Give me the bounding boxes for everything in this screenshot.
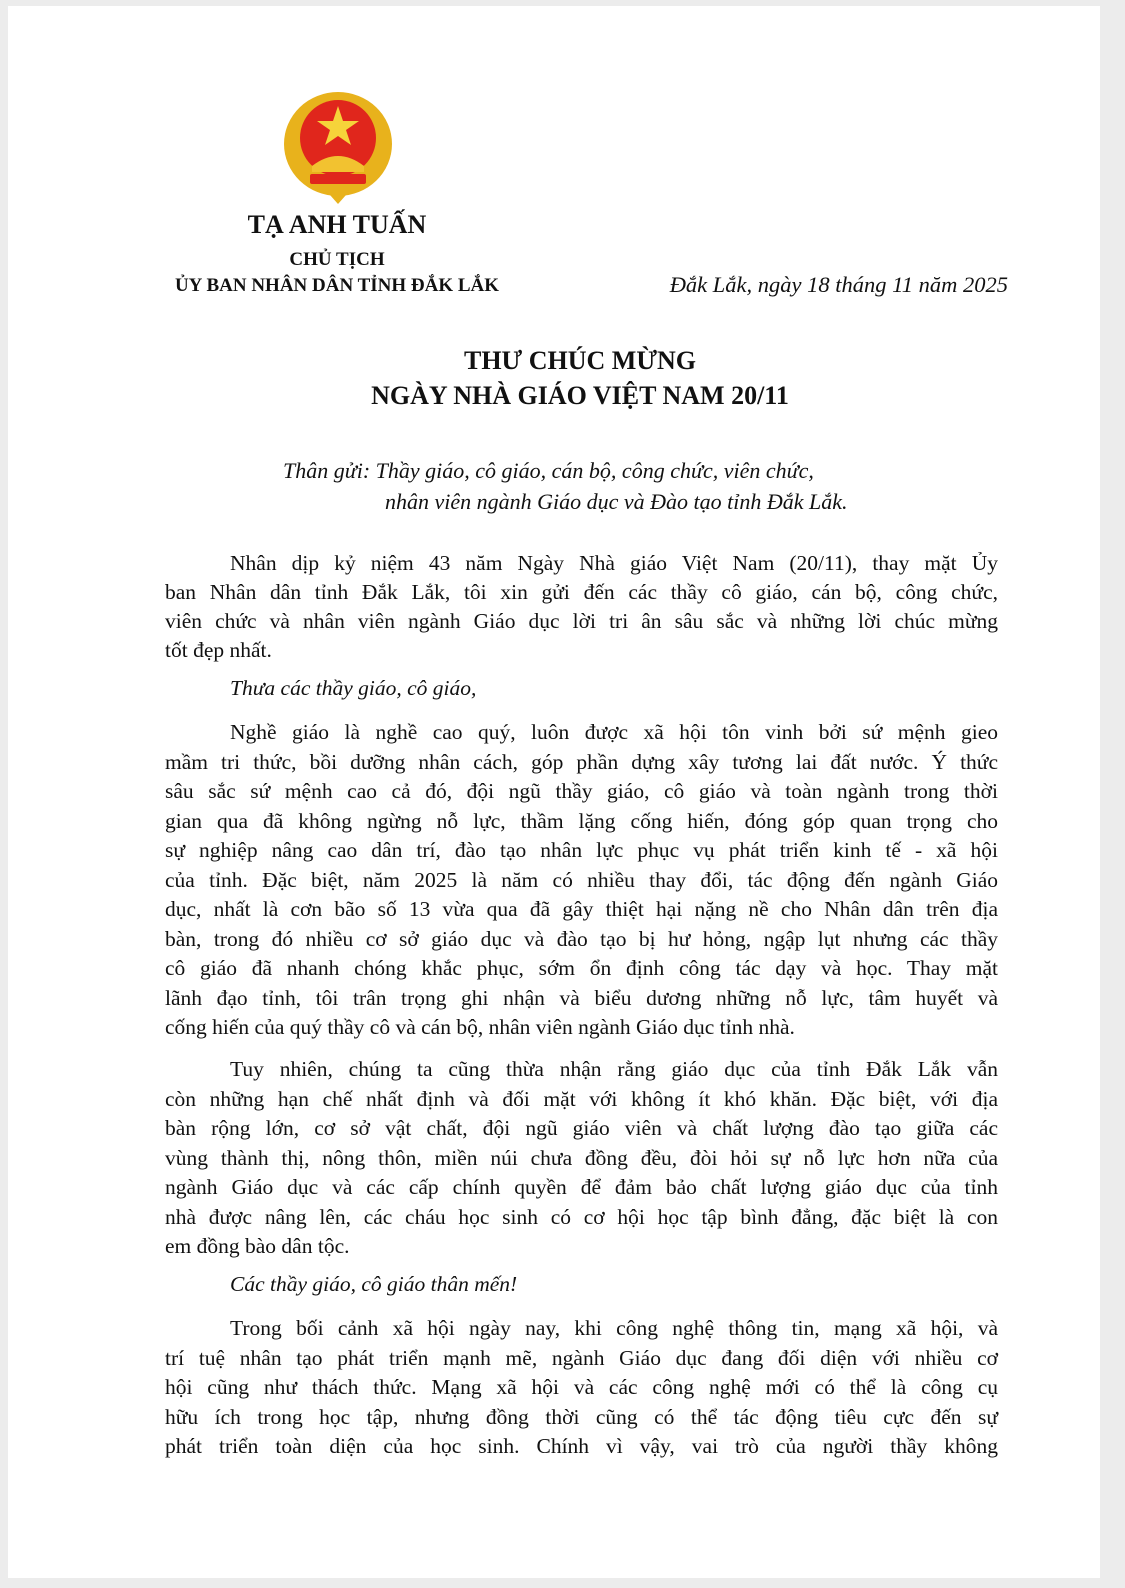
recipient-line-1: Thân gửi: Thầy giáo, cô giáo, cán bộ, công chức, viên chức, (283, 458, 814, 483)
salutation: Các thầy giáo, cô giáo thân mến! (230, 1272, 518, 1296)
text-line: tốt đẹp nhất. (165, 638, 272, 662)
signer-position: CHỦ TỊCH (289, 249, 385, 270)
text-line: dục, nhất là cơn bão số 13 vừa qua đã gây thiệt hại nặng nề cho Nhân dân trên địa (165, 897, 998, 921)
text-line: cống hiến của quý thầy cô và cán bộ, nhân viên ngành Giáo dục tỉnh nhà. (165, 1015, 795, 1039)
signer-name: TẠ ANH TUẤN (247, 210, 427, 239)
text-line: Nghề giáo là nghề cao quý, luôn được xã hội tôn vinh bởi sứ mệnh gieo (230, 720, 998, 744)
text-line: gian qua đã không ngừng nỗ lực, thầm lặng cống hiến, đóng góp quan trọng cho (165, 808, 998, 833)
text-line: mầm tri thức, bồi dưỡng nhân cách, góp phần dựng xây tương lai đất nước. Ý thức (165, 749, 998, 774)
text-line: Nhân dịp kỷ niệm 43 năm Ngày Nhà giáo Việt Nam (20/11), thay mặt Ủy (230, 551, 998, 575)
text-line: phát triển toàn diện của học sinh. Chính vì vậy, vai trò của người thầy không (165, 1434, 998, 1458)
text-line: còn những hạn chế nhất định và đối mặt với không ít khó khăn. Đặc biệt, với địa (165, 1086, 998, 1111)
text-line: nhà được nâng lên, các cháu học sinh có cơ hội học tập bình đẳng, đặc biệt là con (165, 1204, 998, 1229)
text-line: em đồng bào dân tộc. (165, 1234, 350, 1258)
text-line: sự nghiệp nâng cao dân trí, đào tạo nhân lực phục vụ phát triển kinh tế - xã hội (165, 838, 998, 862)
text-line: ngành Giáo dục và các cấp chính quyền để đảm bảo chất lượng giáo dục của tỉnh (165, 1175, 998, 1199)
text-line: lãnh đạo tỉnh, tôi trân trọng ghi nhận và biểu dương những nỗ lực, tâm huyết và (165, 985, 998, 1010)
text-line: sâu sắc sứ mệnh cao cả đó, đội ngũ thầy giáo, cô giáo và toàn ngành trong thời (165, 779, 998, 803)
text-line: hội cũng như thách thức. Mạng xã hội và các công nghệ mới có thể là công cụ (165, 1375, 998, 1399)
text-line: của tỉnh. Đặc biệt, năm 2025 là năm có nhiều thay đổi, tác động đến ngành Giáo (165, 867, 998, 892)
text-line: bàn rộng lớn, cơ sở vật chất, đội ngũ giáo viên và chất lượng đào tạo giữa các (165, 1116, 998, 1140)
text-line: Tuy nhiên, chúng ta cũng thừa nhận rằng giáo dục của tỉnh Đắk Lắk vẫn (230, 1057, 998, 1081)
letter-title: THƯ CHÚC MỪNG (463, 346, 697, 375)
text-line: Trong bối cảnh xã hội ngày nay, khi công nghệ thông tin, mạng xã hội, và (230, 1316, 998, 1340)
salutation: Thưa các thầy giáo, cô giáo, (230, 676, 477, 700)
text-line: cô giáo đã nhanh chóng khắc phục, sớm ổn định công tác dạy và học. Thay mặt (165, 956, 998, 980)
document-page (8, 6, 1100, 1578)
text-line: hữu ích trong học tập, nhưng đồng thời cũng có thể tác động tiêu cực đến sự (165, 1404, 998, 1429)
text-line: trí tuệ nhân tạo phát triển mạnh mẽ, ngành Giáo dục đang đối diện với nhiều cơ (165, 1345, 998, 1370)
organization: ỦY BAN NHÂN DÂN TỈNH ĐẮK LẮK (174, 275, 500, 296)
place-date: Đắk Lắk, ngày 18 tháng 11 năm 2025 (669, 272, 1008, 297)
recipient-line-2: nhân viên ngành Giáo dục và Đào tạo tỉnh Đắk Lắk. (385, 489, 848, 514)
national-emblem-icon (282, 88, 394, 206)
letter-subtitle: NGÀY NHÀ GIÁO VIỆT NAM 20/11 (371, 381, 789, 410)
text-line: ban Nhân dân tỉnh Đắk Lắk, tôi xin gửi đến các thầy cô giáo, cán bộ, công chức, (165, 580, 998, 604)
text-line: viên chức và nhân viên ngành Giáo dục lời tri ân sâu sắc và những lời chúc mừng (165, 609, 998, 633)
text-line: vùng thành thị, nông thôn, miền núi chưa đồng đều, đòi hỏi sự nỗ lực hơn nữa của (165, 1145, 998, 1170)
text-line: bàn, trong đó nhiều cơ sở giáo dục và đào tạo bị hư hỏng, ngập lụt nhưng các thầy (165, 926, 998, 951)
